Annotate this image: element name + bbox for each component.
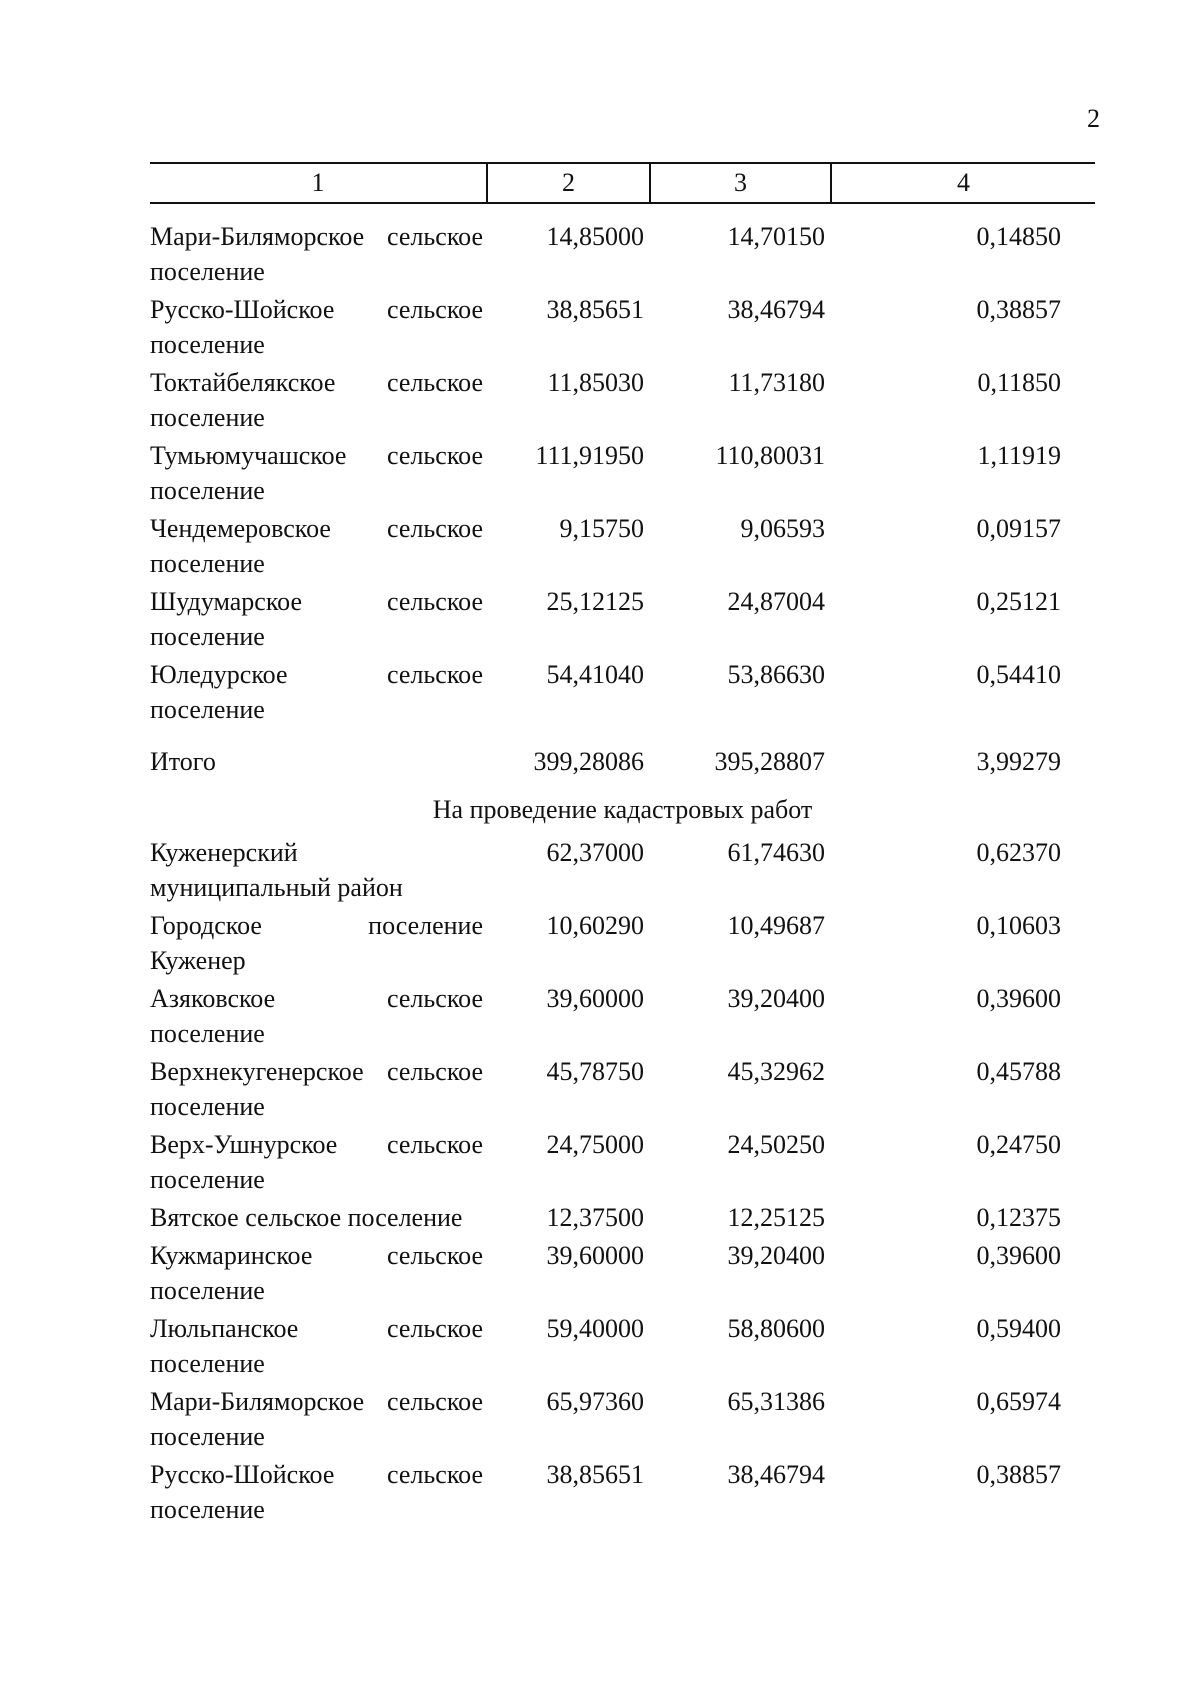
row-value-col3: 58,80600: [727, 1314, 825, 1343]
table-header: [150, 163, 1095, 203]
total-value-col2: 399,28086: [533, 747, 644, 776]
row-value-col4: 0,54410: [976, 660, 1061, 689]
row-value-col2: 111,91950: [535, 441, 644, 470]
total-value-col4: 3,99279: [976, 747, 1061, 776]
row-value-col4: 0,45788: [976, 1057, 1061, 1086]
table-row: [150, 1127, 1095, 1200]
row-value-col3: 65,31386: [727, 1387, 825, 1416]
table-row: [150, 981, 1095, 1054]
row-value-col4: 0,24750: [976, 1130, 1061, 1159]
total-label: Итого: [150, 747, 216, 776]
table-row: [150, 1457, 1095, 1530]
section-title: На проведение кадастровых работ: [432, 795, 813, 824]
table-row: [150, 438, 1095, 511]
row-value-col3: 12,25125: [727, 1203, 825, 1232]
row-name: Тумьюмучашское сельское поселение: [150, 441, 483, 505]
row-value-col4: 0,65974: [976, 1387, 1061, 1416]
row-name: Мари-Биляморское сельское поселение: [150, 1387, 483, 1451]
row-value-col3: 110,80031: [715, 441, 825, 470]
row-value-col2: 24,75000: [546, 1130, 644, 1159]
table-row: [150, 584, 1095, 657]
table-row: [150, 1238, 1095, 1311]
row-value-col4: 0,09157: [976, 514, 1061, 543]
data-table: [150, 162, 1095, 1530]
table-row: [150, 1054, 1095, 1127]
row-value-col3: 39,20400: [727, 1241, 825, 1270]
row-value-col4: 1,11919: [977, 441, 1061, 470]
row-value-col4: 0,14850: [976, 222, 1061, 251]
row-name: Чендемеровское сельское поселение: [150, 514, 483, 578]
row-value-col2: 54,41040: [546, 660, 644, 689]
row-value-col2: 12,37500: [546, 1203, 644, 1232]
row-value-col4: 0,25121: [976, 587, 1061, 616]
row-name: Верх-Ушнурское сельское поселение: [150, 1130, 483, 1194]
row-value-col2: 39,60000: [546, 1241, 644, 1270]
row-value-col4: 0,10603: [976, 911, 1061, 940]
total-row: [150, 730, 1095, 779]
row-name: Токтайбелякское сельское поселение: [150, 368, 483, 432]
row-value-col3: 24,50250: [727, 1130, 825, 1159]
row-value-col2: 62,37000: [546, 838, 644, 867]
table-body: [150, 203, 1095, 1530]
table-row: [150, 203, 1095, 292]
table-row: [150, 1200, 1095, 1238]
table-row: [150, 292, 1095, 365]
section-row: [150, 779, 1095, 835]
column-header-4: 4: [831, 163, 1095, 203]
row-value-col4: 0,11850: [977, 368, 1061, 397]
row-name: Юледурское сельское поселение: [150, 660, 483, 724]
row-value-col4: 0,38857: [976, 1460, 1061, 1489]
row-value-col2: 45,78750: [546, 1057, 644, 1086]
row-value-col2: 38,85651: [546, 1460, 644, 1489]
column-header-2: 2: [487, 163, 650, 203]
row-name: Куженерский муниципальный район: [150, 838, 403, 902]
row-value-col2: 59,40000: [546, 1314, 644, 1343]
table-row: [150, 657, 1095, 730]
row-value-col2: 14,85000: [546, 222, 644, 251]
row-name: Люльпанское сельское поселение: [150, 1314, 483, 1378]
row-value-col4: 0,39600: [976, 984, 1061, 1013]
row-value-col4: 0,62370: [976, 838, 1061, 867]
row-value-col3: 39,20400: [727, 984, 825, 1013]
row-value-col4: 0,59400: [976, 1314, 1061, 1343]
row-value-col3: 45,32962: [727, 1057, 825, 1086]
budget-table: [150, 162, 1095, 1530]
row-value-col3: 38,46794: [727, 1460, 825, 1489]
row-value-col3: 38,46794: [727, 295, 825, 324]
row-value-col3: 9,06593: [740, 514, 825, 543]
row-name: Азяковское сельское поселение: [150, 984, 483, 1048]
row-value-col4: 0,38857: [976, 295, 1061, 324]
row-value-col2: 11,85030: [547, 368, 644, 397]
column-header-1: 1: [150, 163, 487, 203]
table-row: [150, 365, 1095, 438]
row-value-col3: 24,87004: [727, 587, 825, 616]
row-value-col2: 10,60290: [546, 911, 644, 940]
page-number: 2: [1087, 104, 1100, 133]
row-value-col4: 0,39600: [976, 1241, 1061, 1270]
total-value-col3: 395,28807: [714, 747, 825, 776]
row-value-col2: 65,97360: [546, 1387, 644, 1416]
row-value-col4: 0,12375: [976, 1203, 1061, 1232]
row-value-col3: 14,70150: [727, 222, 825, 251]
row-value-col2: 9,15750: [559, 514, 644, 543]
row-name: Русско-Шойское сельское поселение: [150, 1460, 483, 1524]
row-value-col3: 53,86630: [727, 660, 825, 689]
table-row: [150, 1311, 1095, 1384]
row-name: Городское поселение Куженер: [150, 911, 483, 975]
row-name: Кужмаринское сельское поселение: [150, 1241, 483, 1305]
row-name: Вятское сельское поселение: [150, 1203, 463, 1232]
row-name: Шудумарское сельское поселение: [150, 587, 483, 651]
row-name: Верхнекугенерское сельское поселение: [150, 1057, 483, 1121]
table-row: [150, 835, 1095, 908]
column-header-3: 3: [650, 163, 831, 203]
table-row: [150, 908, 1095, 981]
row-value-col3: 10,49687: [727, 911, 825, 940]
table-row: [150, 511, 1095, 584]
row-value-col2: 25,12125: [546, 587, 644, 616]
table-row: [150, 1384, 1095, 1457]
row-value-col2: 38,85651: [546, 295, 644, 324]
row-value-col2: 39,60000: [546, 984, 644, 1013]
row-value-col3: 11,73180: [728, 368, 825, 397]
header-row: [150, 163, 1095, 203]
row-name: Русско-Шойское сельское поселение: [150, 295, 483, 359]
row-name: Мари-Биляморское сельское поселение: [150, 222, 483, 286]
row-value-col3: 61,74630: [727, 838, 825, 867]
